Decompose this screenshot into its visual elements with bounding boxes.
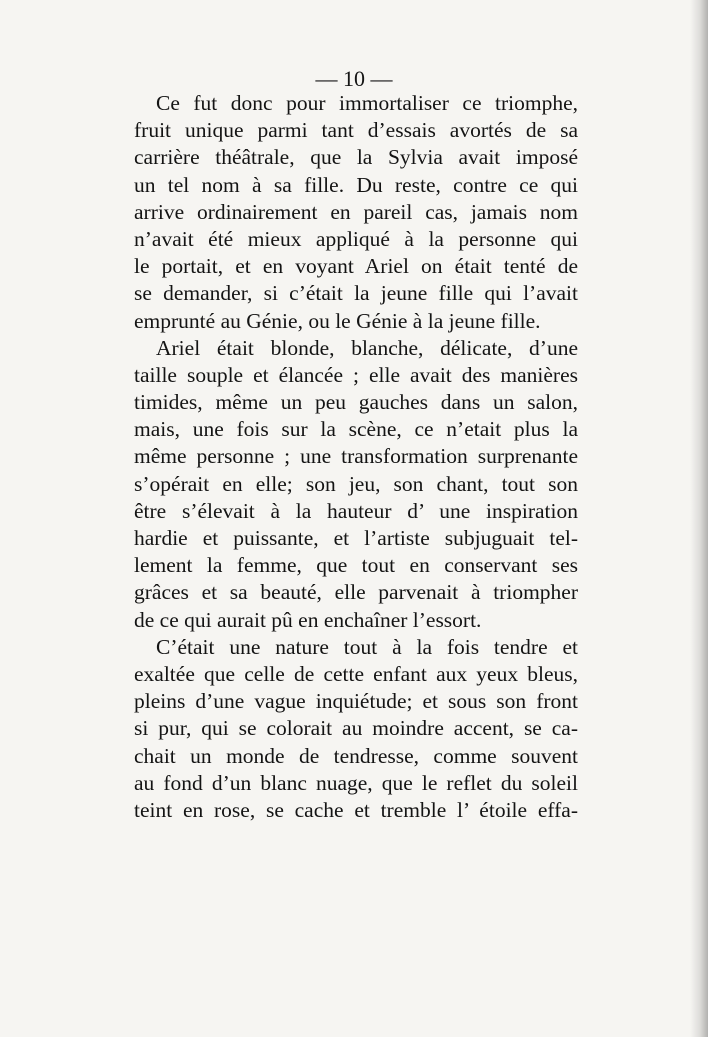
text-line: Ariel était blonde, blanche, délicate, d’une [156, 335, 578, 360]
text-line: hardie et puissante, et l’artiste subjuguait tel- [134, 526, 578, 550]
page-number: — 10 — [315, 66, 393, 91]
text-line: carrière théâtrale, que la Sylvia avait imposé [134, 145, 578, 170]
page-gutter-shadow [690, 0, 708, 1037]
text-line: pleins d’une vague inquiétude; et sous son front [134, 689, 578, 714]
text-line: C’était une nature tout à la fois tendre et [156, 634, 578, 659]
text-line: emprunté au Génie, ou le Génie à la jeune fille. [134, 308, 541, 333]
text-line: Ce fut donc pour immortaliser ce triomphe, [156, 91, 578, 115]
text-line: timides, même un peu gauches dans un salon, [134, 390, 578, 415]
text-line: même personne ; une transformation surprenante [134, 444, 578, 469]
body-text [134, 90, 578, 824]
text-line: de ce qui aurait pû en enchaîner l’essort. [134, 607, 482, 632]
text-line: un tel nom à sa fille. Du reste, contre ce qui [134, 172, 578, 197]
text-line: arrive ordinairement en pareil cas, jamais nom [134, 199, 578, 224]
paragraph-2 [134, 335, 578, 634]
text-line: chait un monde de tendresse, comme souvent [134, 743, 578, 768]
paragraph-1 [134, 90, 578, 335]
text-line: mais, une fois sur la scène, ce n’etait plus la [134, 417, 578, 442]
text-line: taille souple et élancée ; elle avait des manières [134, 362, 578, 387]
text-line: n’avait été mieux appliqué à la personne qui [134, 226, 578, 251]
text-line: être s’élevait à la hauteur d’ une inspiration [134, 498, 578, 523]
text-line: lement la femme, que tout en conservant ses [134, 553, 578, 578]
paragraph-3 [134, 634, 578, 824]
text-line: exaltée que celle de cette enfant aux yeux bleus, [134, 661, 578, 686]
text-line: se demander, si c’était la jeune fille qui l’avait [134, 281, 578, 306]
text-line: grâces et sa beauté, elle parvenait à triompher [134, 580, 578, 605]
text-line: si pur, qui se colorait au moindre accent, se ca- [134, 716, 578, 741]
text-line: au fond d’un blanc nuage, que le reflet du soleil [134, 770, 578, 795]
text-line: s’opérait en elle; son jeu, son chant, tout son [134, 471, 578, 496]
text-line: teint en rose, se cache et tremble l’ étoile effa- [134, 797, 578, 822]
text-line: fruit unique parmi tant d’essais avortés de sa [134, 118, 578, 143]
text-line: le portait, et en voyant Ariel on était tenté de [134, 254, 578, 279]
